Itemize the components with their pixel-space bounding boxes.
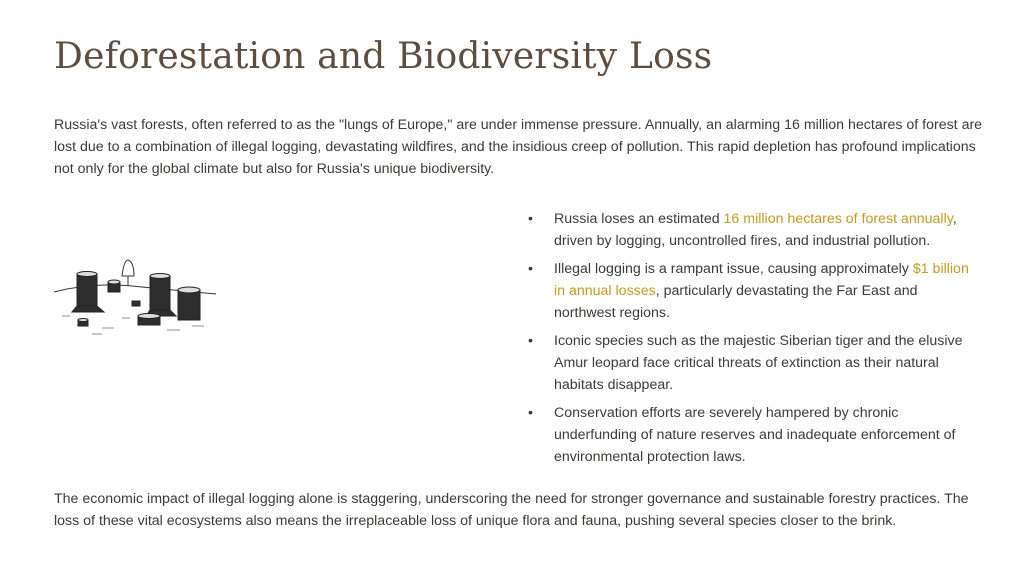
tree-stumps-illustration bbox=[52, 256, 218, 338]
bullet-text: Iconic species such as the majestic Siberian tiger and the elusive Amur leopard face critical threats of extinction as their natural habitats disappear. bbox=[554, 333, 963, 393]
bullet-icon: • bbox=[528, 405, 533, 421]
list-item bbox=[528, 330, 978, 396]
highlight-text: 16 million hectares of forest annually bbox=[723, 211, 953, 227]
conclusion-paragraph: The economic impact of illegal logging alone is staggering, underscoring the need for stronger governance and sustainable forestry practices. The loss of these vital ecosystems also means the irreplaceable loss of unique flora and fauna, pushing several species closer to the brink. bbox=[54, 491, 969, 529]
bullet-text: Russia loses an estimated bbox=[554, 211, 724, 227]
bullet-text: , driven by logging, uncontrolled fires, and industrial pollution. bbox=[554, 211, 957, 249]
bullet-icon: • bbox=[528, 211, 533, 227]
bullet-icon: • bbox=[528, 333, 533, 349]
list-item bbox=[528, 208, 978, 252]
bullet-text: Illegal logging is a rampant issue, causing approximately bbox=[554, 261, 913, 277]
bullet-icon: • bbox=[528, 261, 533, 277]
highlight-text: $1 billion in annual losses bbox=[554, 261, 969, 299]
list-item bbox=[528, 258, 978, 324]
list-item bbox=[528, 402, 978, 468]
intro-paragraph: Russia's vast forests, often referred to as the "lungs of Europe," are under immense pressure. Annually, an alarming 16 million hectares of forest are lost due to a combination of illegal logging, devastating wildfires, and the insidious creep of pollution. This rapid depletion has profound implications not only for the global climate but also for Russia's unique biodiversity. bbox=[54, 117, 983, 177]
key-facts-list bbox=[528, 208, 978, 474]
slide-title: Deforestation and Biodiversity Loss bbox=[54, 36, 713, 77]
bullet-text: Conservation efforts are severely hampered by chronic underfunding of nature reserves and inadequate enforcement of environmental protection laws. bbox=[554, 405, 956, 465]
bullet-text: , particularly devastating the Far East and northwest regions. bbox=[554, 283, 918, 321]
